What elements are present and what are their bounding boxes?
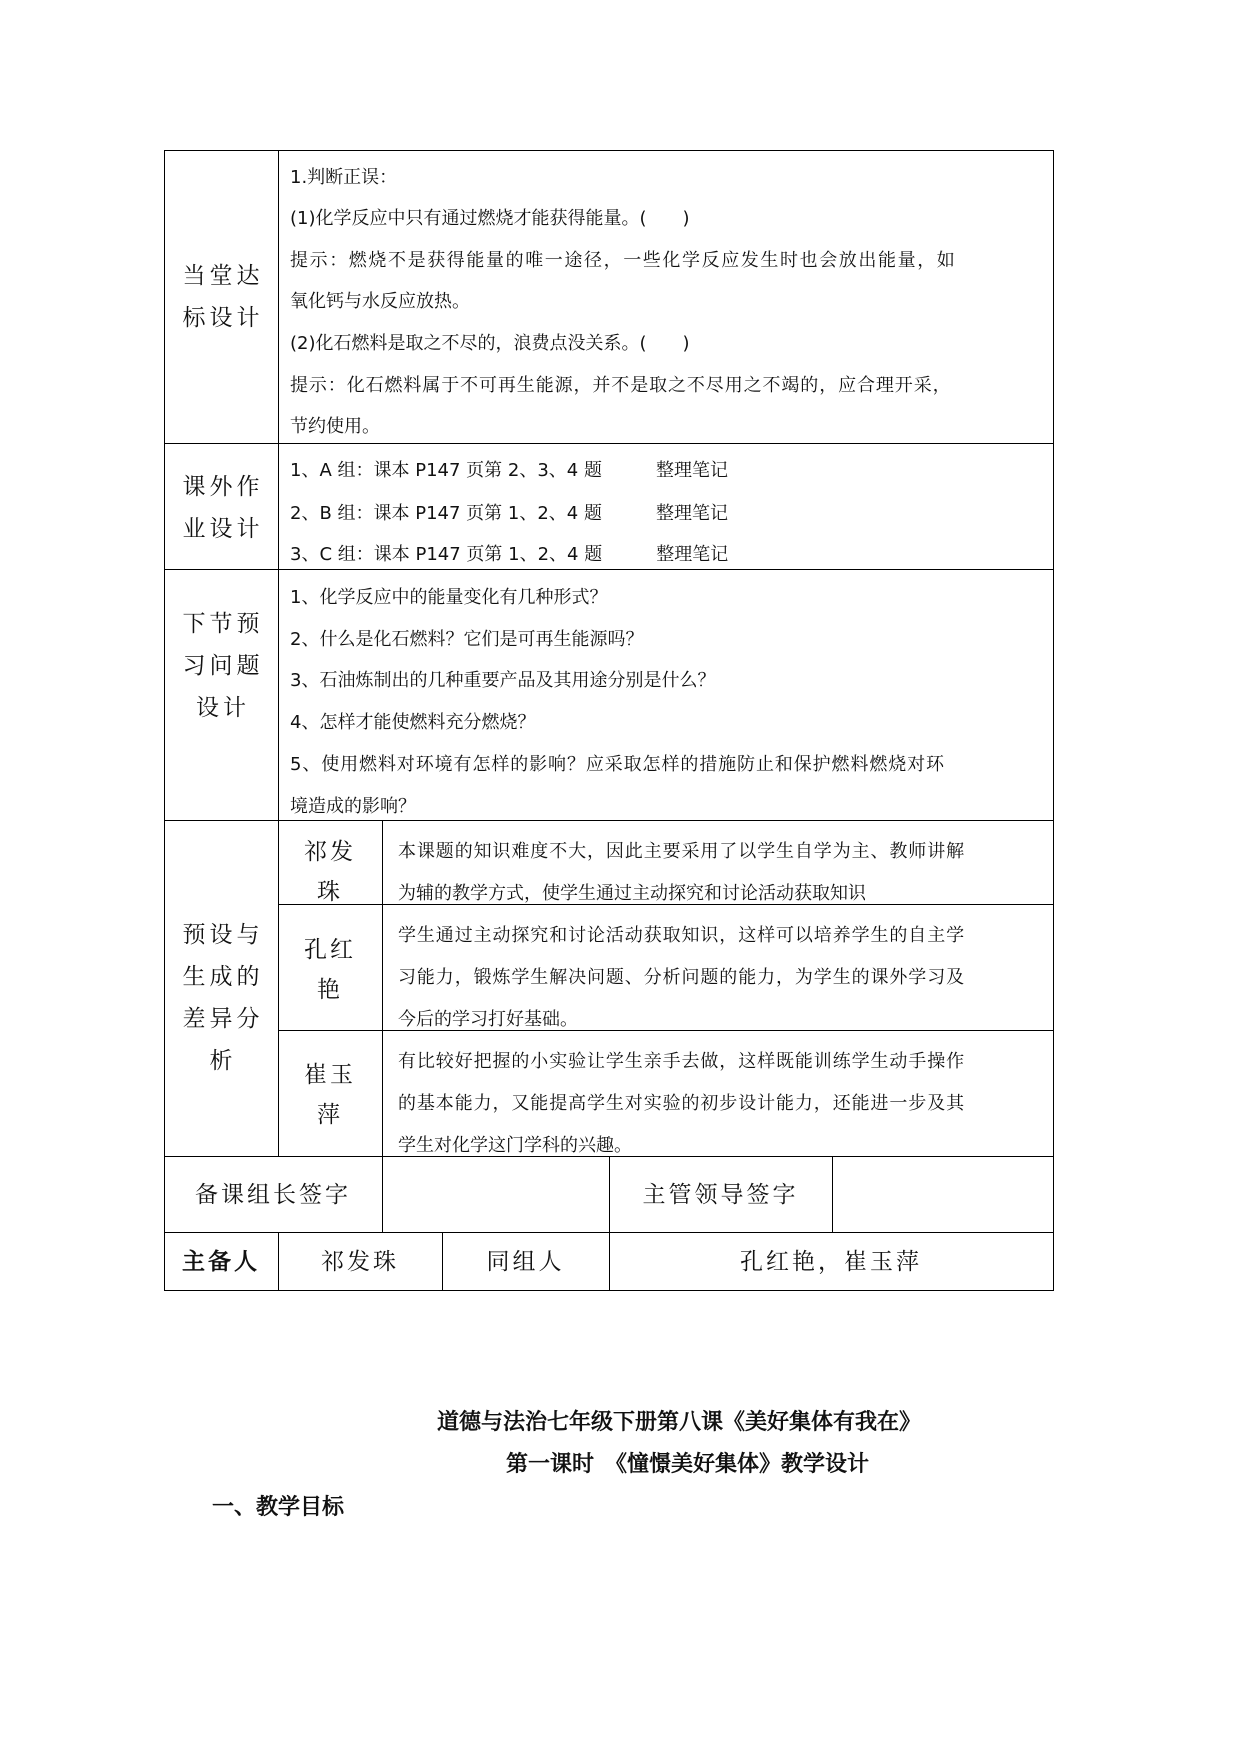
analysis-line: 学生对化学这门学科的兴趣。: [398, 1135, 632, 1156]
document-subtitle: 第一课时 《憧憬美好集体》教学设计: [506, 1451, 870, 1477]
content-line: (1)化学反应中只有通过燃烧才能获得能量。( ): [290, 208, 690, 229]
group-leader-signature-field[interactable]: [383, 1157, 608, 1232]
section-heading: 一、教学目标: [212, 1494, 345, 1520]
row-label-preview-questions: 下节预习问题设计: [182, 611, 264, 721]
content-line: 4、怎样才能使燃料充分燃烧？: [290, 712, 536, 733]
row-label-difference-analysis: 预设与生成的差异分析: [182, 922, 264, 1074]
content-line: 1.判断正误：: [290, 167, 398, 188]
content-line: 3、C 组：课本 P147 页第 1、2、4 题 整理笔记: [290, 544, 729, 565]
analyst-name: 孔红艳: [304, 937, 356, 1003]
subrow-divider: [278, 1030, 1054, 1031]
content-line: 1、化学反应中的能量变化有几种形式？: [290, 587, 608, 608]
main-preparer-value: 祁发珠: [321, 1249, 399, 1275]
content-line: 提示：燃烧不是获得能量的唯一途径，一些化学反应发生时也会放出能量，如: [290, 250, 957, 271]
content-line: 氧化钙与水反应放热。: [290, 291, 470, 312]
content-line: 提示：化石燃料属于不可再生能源，并不是取之不尽用之不竭的，应合理开采，: [290, 375, 952, 396]
content-line: 2、B 组：课本 P147 页第 1、2、4 题 整理笔记: [290, 503, 728, 524]
content-line: (2)化石燃料是取之不尽的，浪费点没关系。( ): [290, 333, 690, 354]
table-border-top: [164, 150, 1054, 151]
label-column-divider: [278, 150, 279, 1156]
row-divider: [164, 820, 1054, 821]
table-border-right: [1053, 150, 1054, 1291]
main-preparer-label: 主备人: [182, 1249, 260, 1275]
supervisor-signature-label: 主管领导签字: [642, 1182, 799, 1208]
row-divider: [164, 443, 1054, 444]
content-line: 3、石油炼制出的几种重要产品及其用途分别是什么？: [290, 670, 716, 691]
colleagues-value: 孔红艳，崔玉萍: [740, 1249, 922, 1275]
document-title: 道德与法治七年级下册第八课《美好集体有我在》: [437, 1409, 922, 1435]
row-label-classroom-assessment: 当堂达标设计: [182, 263, 264, 331]
content-line: 5、使用燃料对环境有怎样的影响？应采取怎样的措施防止和保护燃料燃烧对环: [290, 754, 945, 775]
analyst-name: 祁发珠: [304, 839, 356, 905]
analyst-name: 崔玉萍: [304, 1062, 356, 1128]
name-column-divider: [382, 820, 383, 1156]
analysis-line: 习能力，锻炼学生解决问题、分析问题的能力，为学生的课外学习及: [398, 967, 965, 988]
row-label-homework: 课外作业设计: [182, 474, 264, 542]
analysis-line: 为辅的教学方式，使学生通过主动探究和讨论活动获取知识: [398, 883, 866, 904]
content-line: 2、什么是化石燃料？它们是可再生能源吗？: [290, 629, 644, 650]
table-border-left: [164, 150, 165, 1291]
content-line: 1、A 组：课本 P147 页第 2、3、4 题 整理笔记: [290, 460, 728, 481]
colleagues-label: 同组人: [486, 1249, 565, 1275]
analysis-line: 今后的学习打好基础。: [398, 1009, 578, 1030]
content-line: 境造成的影响？: [290, 796, 416, 817]
analysis-line: 学生通过主动探究和讨论活动获取知识，这样可以培养学生的自主学: [398, 925, 965, 946]
supervisor-signature-field[interactable]: [833, 1157, 1053, 1232]
row-divider: [164, 569, 1054, 570]
analysis-line: 有比较好把握的小实验让学生亲手去做，这样既能训练学生动手操作: [398, 1051, 965, 1072]
table-border-bottom: [164, 1290, 1054, 1291]
group-leader-signature-label: 备课组长签字: [195, 1182, 351, 1208]
analysis-line: 的基本能力，又能提高学生对实验的初步设计能力，还能进一步及其: [398, 1093, 965, 1114]
analysis-line: 本课题的知识难度不大，因此主要采用了以学生自学为主、教师讲解: [398, 841, 965, 862]
content-line: 节约使用。: [290, 416, 380, 437]
